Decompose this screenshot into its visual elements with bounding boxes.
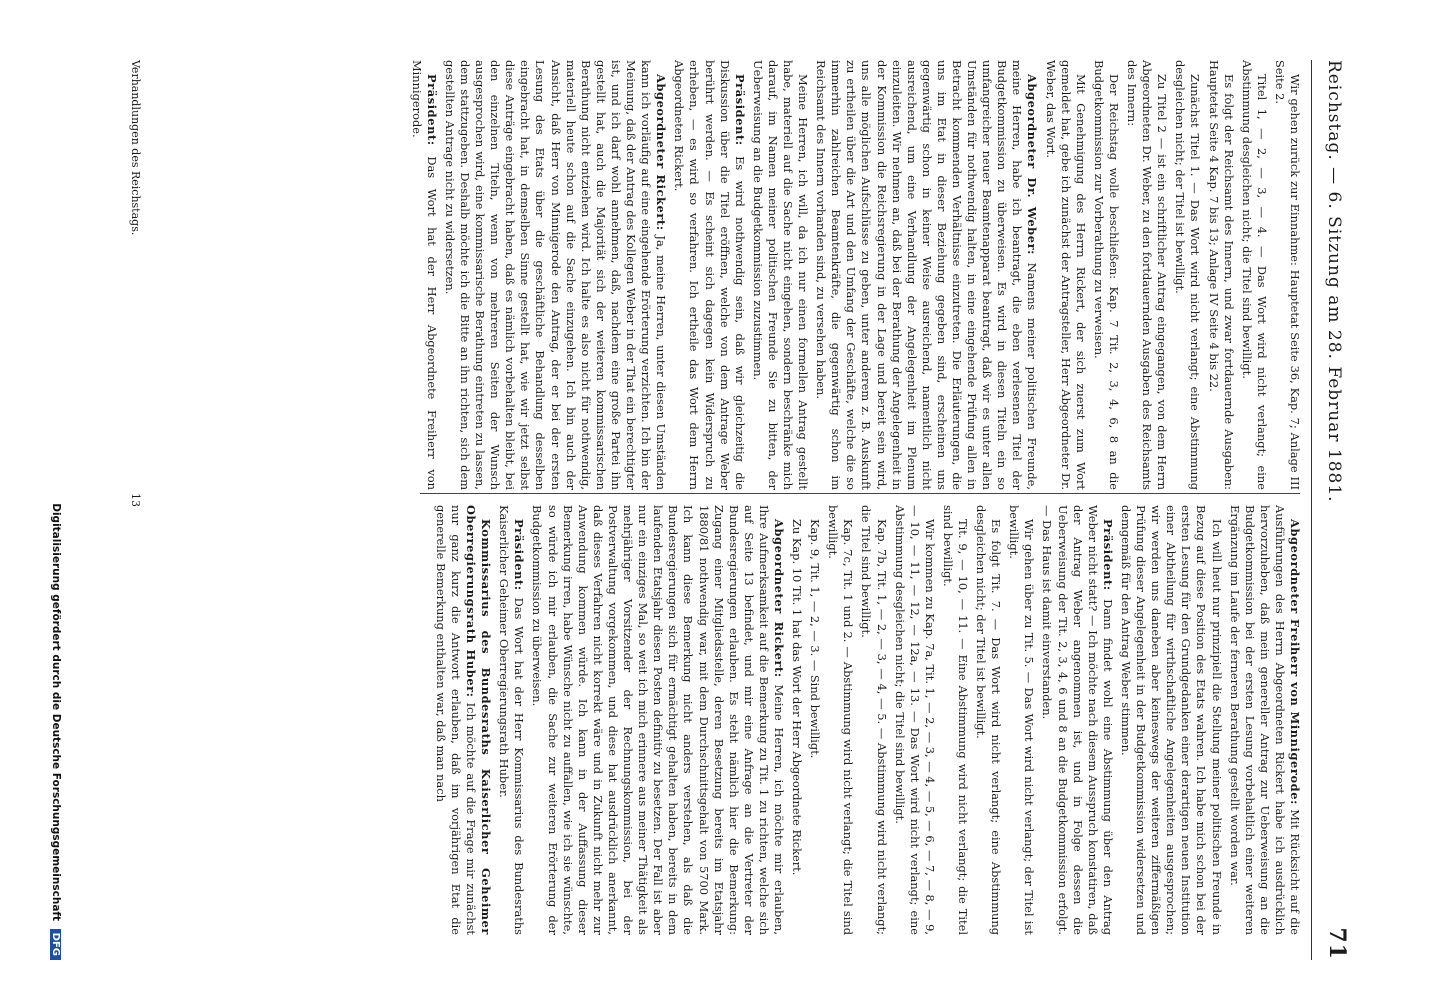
paragraph: [750, 60, 810, 490]
paragraph-text: Ich möchte auf die Frage mir zunächst nur ganz kurz die Antwort erlauben, daß im vorjährigen Etat die generelle Bemerkung enthalten war, daß man nach: [433, 505, 479, 935]
speaker-name: Präsident:: [512, 519, 527, 591]
paragraph: [825, 505, 855, 935]
paragraph: [1006, 505, 1036, 935]
speaker-name: Abgeordneter Freiherr von Minnigerode:: [1288, 519, 1302, 805]
paragraph: [442, 60, 668, 490]
paragraph: [858, 505, 888, 935]
speaker-name: Präsident:: [424, 74, 439, 146]
speaker-name: Abgeordneter Rickert:: [654, 74, 669, 231]
paragraph-text: Meine Herren, ich will, da ich nur einen formellen Antrag gestellt habe, materiell auf die Sache nicht eingehen, sondern beschränke mich darauf, im Namen meiner politischen Freunde Sie zu bitten, der Ueberweisung an die Budgetkommission zuzustimmen.: [750, 60, 811, 490]
paragraph: [1118, 505, 1224, 935]
paragraph-text: Das Wort hat der Herr Kommissarius des Bundesraths Kaiserlicher Geheimer Oberregierungsrath Huber.: [497, 505, 527, 935]
digitization-credit: [32, 60, 62, 960]
dfg-logo-badge: DFG: [50, 929, 61, 960]
paragraph: [1227, 505, 1302, 935]
paragraph: [813, 60, 1039, 490]
paragraph-text: Zu Titel 2 — ist ein schriftlicher Antrag eingegangen, von dem Herrn Abgeordneten Dr. Weber, zu den fortdauernden Ausgaben des Reichsamts des Innern:: [1125, 60, 1170, 490]
paragraph-text: Kap. 7b, Tit. 1, — 2, — 3, — 4, — 5. — Abstimmung wird nicht verlangt; die Titel sind bewilligt.: [859, 505, 889, 935]
paragraph: [1039, 505, 1114, 935]
paragraph-text: Kap. 7c, Tit. 1 und 2. — Abstimmung wird nicht verlangt; die Titel sind bewilligt.: [826, 505, 856, 935]
paragraph-text: Das Wort hat der Herr Abgeordnete Freiherr von Minnigerode.: [409, 60, 439, 490]
paragraph: [1124, 60, 1169, 490]
paragraph: [1205, 60, 1235, 490]
column-divider: [420, 493, 1300, 494]
paragraph-text: Ich will heut nur prinzipiell die Stellung meiner politischen Freunde in Bezug auf diese Position des Etats wahren. Ich habe mich schon bei der ersten Lesung für den Grundgedanken einer derartigen neuen Institution einer Abtheilung für wirthschaftliche Angelegenheiten ausgesprochen; wir werden uns daneben aber keineswegs der weiteren ziffermäßigen Prüfung dieser Angelegenheit in der Budgetkommission widersetzen und demgemäß für den Antrag Weber stimmen.: [1118, 505, 1224, 935]
paragraph: [973, 505, 1003, 935]
paragraph-text: Mit Rücksicht auf die Ausführungen des Herrn Abgeordneten Rickert habe ich ausdrücklich hervorzuheben, daß mein genereller Antrag zur Ueberweisung an die Budgetkommission bei der ersten Lesung vorbehaltlich einer weiteren Ergänzung im Laufe der ferneren Berathung gestellt worden war.: [1227, 505, 1302, 935]
speaker-name: Kommissarius des Bundesraths Kaiserlicher Geheimer Oberregierungsrath Huber:: [464, 505, 494, 935]
paragraph: [789, 505, 804, 935]
paragraph-text: Tit. 9, — 10, — 11. — Eine Abstimmung wird nicht verlangt; die Titel sind bewilligt.: [940, 505, 971, 935]
speaker-name: Abgeordneter Rickert:: [772, 519, 786, 678]
digitization-text: Digitalisierung gefördert durch die Deutsche Forschungsgemeinschaft: [50, 503, 62, 921]
speaker-name: Präsident:: [1100, 519, 1115, 591]
speaker-name: Präsident:: [732, 74, 747, 146]
paragraph-text: Meine Herren, ich möchte mir erlauben, Ihre Aufmerksamkeit auf die Bemerkung zu Tit. 1 zu richten, welche sich auf Seite 13 befindet, und mir eine Anfrage an die Vertreter der Bundesregierungen erlauben. Es steht nämlich hier die Bemerkung: Zugang einer Mitgliedsstelle, deren Besetzung bereits im Etatsjahr 1880/81 nothwendig war, mit dem Durchschnittsgehalt von 5700 Mark. Ich kann diese Bemerkung nicht anders verstehen, als daß die Bundesregierungen sich für ermächtigt gehalten haben, bereits in dem laufenden Etatsjahr diesen Posten definitiv zu besetzen. Der Fall ist aber nur ein einziges Mal, so weit ich mich erinnere aus meiner Thätigkeit als mehrjähriger Vorsitzender der Rechnungskommission, bei der Postverwaltung vorgekommen, und diese hat ausdrücklich anerkannt, daß dieses Verfahren nicht korrekt wäre und in Zukunft nicht mehr zur Anwendung kommen würde. Ich kann in der Auffassung dieser Bemerkung irren, habe Wünsche nicht zu auffallen, wie ich sie wünschte, so würde ich mir erlauben, die Sache zur weiteren Erörterung der Budgetkommission zu überweisen.: [530, 505, 786, 935]
paragraph-text: Der Reichstag wolle beschließen: Kap. 7 Tit. 2, 3, 4, 6, 8 an die Budgetkommission zur Vorberathung zu verweisen.: [1091, 60, 1121, 490]
paragraph: [807, 505, 822, 935]
paragraph-text: Ja, meine Herren, unter diesen Umständen kann ich vorläufig auf eine eingehende Erörterung verzichten. Ich bin der Meinung, daß der Antrag des Kollegen Weber in der That ein berechtigter ist, und ich darf wohl annehmen, daß, nachdem eine große Partei ihn gestellt hat, auch die Majorität sich der weiteren kommissarischen Berathung nicht entziehen wird. Ich halte es also nicht für nothwendig, materiell heute schon auf die Sache einzugehen. Ich bin auch der Ansicht, daß Herr von Minnigerode den Antrag, der er bei der ersten Lesung des Etats über die geschäftliche Behandlung desselben eingebracht hat, in demselben Sinne gestellt hat, wie wir jetzt selbst diese Anträge eingebracht haben, daß es nämlich vorbehalten bleibt, bei den einzelnen Titeln, wenn von mehreren Seiten der Wunsch ausgesprochen wird, eine kommissarische Berathung eintreten zu lassen, dem stattzugeben. Deshalb möchte ich die Bitte an ihn richten, sich dem gestellten Antrage nicht zu widersetzen.: [442, 60, 669, 490]
paragraph: [1091, 60, 1121, 490]
page-number: 71: [1324, 927, 1350, 960]
right-text-column: [302, 505, 1302, 935]
paragraph-text: Namens meiner politischen Freunde, meine Herren, habe ich beantragt, die eben verlesenen Titel der Budgetkommission zu überweisen. Es wird in diesen Titeln ein so umfangreicher neuer Beamtenapparat beantragt, daß wir es unter allen Umständen für nothwendig halten, in eine eingehende Prüfung allen in Betracht kommenden Verhältnisse einzutreten. Die Erläuterungen, die uns im Etat in dieser Beziehung gegeben sind, erscheinen uns gegenwärtig schon in keiner Weise ausreichend, namentlich nicht ausreichend, um eine Verhandlung der Angelegenheit im Plenum einzuleiten. Wir nehmen an, daß bei der Berathung der Angelegenheit in der Kommission die Reichsregierung in der Lage und bereit sein wird, uns alle möglichen Aufschlüsse zu geben, unter anderem z. B. Auskunft zu ertheilen über die Art und den Umfang der Geschäfte, welche die so immerhin zahlreichen Beamtenkräfte, die gegenwärtig schon im Reichsamt des Innern vorhanden sind, zu versehen haben.: [814, 60, 1040, 490]
paragraph-text: Wir kommen zu Kap. 7a, Tit. 1, — 2, — 3, — 4, — 5, — 6, — 7, — 8, — 9, — 10, — 11, — 12, — 12a, — 13. — Das Wort wird nicht verlangt; eine Abstimmung desgleichen nicht; die Titel sind bewilligt.: [892, 505, 937, 935]
running-title: Reichstag. — 6. Sitzung am 28. Februar 1881.: [1324, 60, 1344, 503]
paragraph: [1172, 60, 1202, 490]
paragraph-text: Titel 1, — 2, — 3, — 4. — Das Wort wird nicht verlangt; eine Abstimmung desgleichen nicht; die Titel sind bewilligt.: [1239, 60, 1269, 490]
paragraph: [1043, 60, 1088, 490]
paragraph-text: Dann findet wohl eine Abstimmung über den Antrag Weber nicht statt? — Ich möchte nach diesem Ausspruch konstatiren, daß der Antrag Weber angenommen ist, und in Folge dessen die Ueberweisung der Tit. 2, 3, 4, 6 und 8 an die Budgetkommission erfolgt. — Das Haus ist damit einverstanden.: [1040, 505, 1115, 935]
paragraph-text: Wir gehen zurück zur Einnahme: Hauptetat Seite 36, Kap. 7; Anlage III Seite 2.: [1272, 60, 1302, 490]
paragraph: [671, 60, 746, 490]
page-header: [1311, 60, 1352, 960]
left-text-column: [302, 60, 1302, 490]
sheet-number: 13: [129, 493, 142, 507]
speaker-name: Abgeordneter Dr. Weber:: [1025, 74, 1040, 255]
paragraph-text: Es folgt Tit. 7. — Das Wort wird nicht verlangt; eine Abstimmung desgleichen nicht; der Titel ist bewilligt.: [974, 505, 1004, 935]
paragraph-text: Zunächst Titel 1. — Das Wort wird nicht verlangt; eine Abstimmung desgleichen nicht; der Titel ist bewilligt.: [1173, 60, 1203, 490]
paragraph-text: Es wird nothwendig sein, daß wir gleichzeitig die Diskussion über die Titel eröffnen, welche von dem Antrage Weber berührt werden. — Es scheint sich dagegen kein Widerspruch zu erheben, — es wird so verfahren. Ich ertheile das Wort dem Herrn Abgeordneten Rickert.: [672, 60, 747, 490]
paragraph: [1272, 60, 1302, 490]
paragraph-text: Mit Genehmigung des Herrn Rickert, der sich zuerst zum Wort gemeldet hat, gebe ich zunächst der Antragsteller, Herr Abgeordneter Dr. Weber, das Wort.: [1043, 60, 1088, 490]
paragraph-text: Zu Kap. 10 Tit. 1 hat das Wort der Herr Abgeordnete Rickert.: [790, 519, 805, 876]
paragraph: [496, 505, 526, 935]
paragraph: [433, 505, 493, 935]
footer-source: Verhandlungen des Reichstags.: [129, 60, 142, 236]
paragraph: [940, 505, 970, 935]
paragraph-text: Es folgt der Reichsamt des Innern, und zwar fortdauernde Ausgaben: Hauptetat Seite 4 Kap. 7 bis 13; Anlage IV Seite 4 bis 22.: [1206, 60, 1236, 490]
paragraph: [892, 505, 937, 935]
paragraph-text: Wir gehen über zu Tit. 5. — Das Wort wird nicht verlangt; der Titel ist bewilligt.: [1007, 505, 1037, 935]
paragraph: [409, 60, 439, 490]
paragraph: [1239, 60, 1269, 490]
paragraph-text: Kap. 9, Tit. 1, — 2, — 3. — Sind bewilligt.: [808, 519, 823, 759]
paragraph: [529, 505, 786, 935]
